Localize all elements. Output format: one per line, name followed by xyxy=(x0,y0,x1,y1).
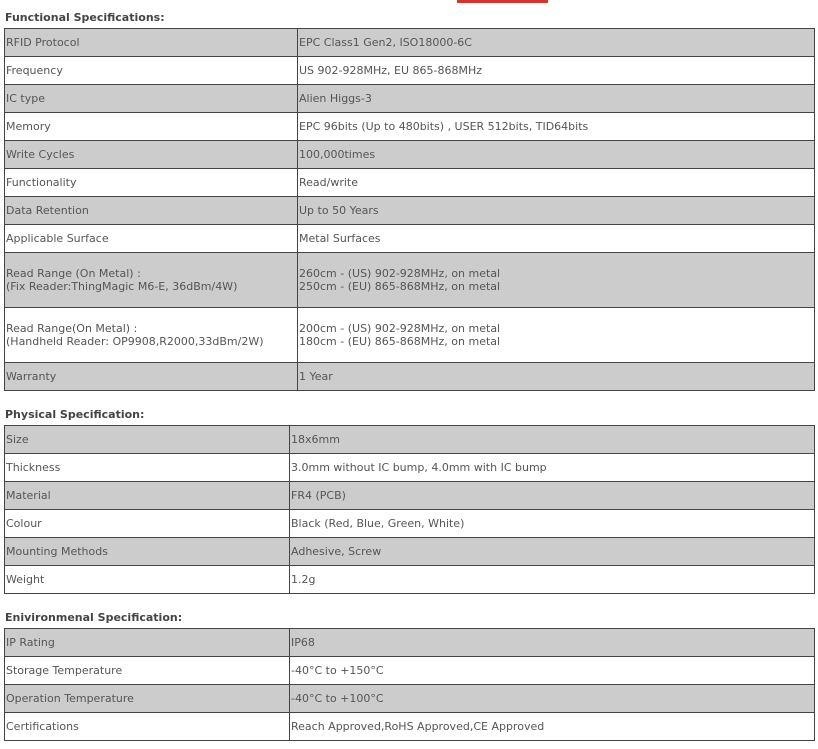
spec-value: 260cm - (US) 902-928MHz, on metal xyxy=(299,267,501,280)
table-row xyxy=(5,253,815,308)
spec-value-cell xyxy=(298,113,815,141)
spec-label: Operation Temperature xyxy=(6,692,134,705)
spec-label: Write Cycles xyxy=(6,148,75,161)
spec-value: -40°C to +100°C xyxy=(291,692,384,705)
spec-value-cell xyxy=(298,169,815,197)
spec-value-cell xyxy=(290,454,815,482)
spec-value-cell xyxy=(298,308,815,363)
spec-value-cell xyxy=(290,538,815,566)
spec-label: Applicable Surface xyxy=(6,232,109,245)
environmental-spec-table xyxy=(4,628,815,741)
spec-value-cell xyxy=(298,57,815,85)
spec-label: Frequency xyxy=(6,64,63,77)
table-row xyxy=(5,629,815,657)
spec-value: 3.0mm without IC bump, 4.0mm with IC bump xyxy=(291,461,547,474)
spec-label: IP Rating xyxy=(6,636,55,649)
table-row xyxy=(5,29,815,57)
spec-label: Certifications xyxy=(6,720,79,733)
spec-value-cell xyxy=(298,141,815,169)
table-row xyxy=(5,363,815,391)
table-row xyxy=(5,85,815,113)
red-tab-indicator xyxy=(457,0,548,3)
spec-value: US 902-928MHz, EU 865-868MHz xyxy=(299,64,483,77)
spec-label: Functionality xyxy=(6,176,77,189)
spec-value-cell xyxy=(298,29,815,57)
table-row xyxy=(5,482,815,510)
spec-value: 200cm - (US) 902-928MHz, on metal xyxy=(299,322,501,335)
functional-section-title: Functional Specifications: xyxy=(5,11,165,24)
spec-label-cell xyxy=(5,685,290,713)
spec-label: Storage Temperature xyxy=(6,664,123,677)
spec-label-cell xyxy=(5,197,298,225)
table-row xyxy=(5,685,815,713)
spec-label-cell xyxy=(5,454,290,482)
table-row xyxy=(5,510,815,538)
spec-label: RFID Protocol xyxy=(6,36,80,49)
spec-label: Colour xyxy=(6,517,42,530)
table-row xyxy=(5,308,815,363)
spec-label-cell xyxy=(5,253,298,308)
spec-label-cell xyxy=(5,141,298,169)
spec-label-cell xyxy=(5,363,298,391)
spec-value: FR4 (PCB) xyxy=(291,489,346,502)
functional-spec-table xyxy=(4,28,815,391)
spec-value: EPC 96bits (Up to 480bits) , USER 512bits, TID64bits xyxy=(299,120,589,133)
spec-label: (Handheld Reader: OP9908,R2000,33dBm/2W) xyxy=(6,335,264,348)
spec-label: IC type xyxy=(6,92,45,105)
spec-label-cell xyxy=(5,85,298,113)
spec-value-cell xyxy=(298,85,815,113)
spec-value: 1.2g xyxy=(291,573,316,586)
spec-label-cell xyxy=(5,57,298,85)
spec-value-cell xyxy=(290,482,815,510)
spec-value: 100,000times xyxy=(299,148,376,161)
spec-value-cell xyxy=(290,629,815,657)
spec-label: Data Retention xyxy=(6,204,89,217)
table-row xyxy=(5,566,815,594)
spec-value-cell xyxy=(298,363,815,391)
spec-label-cell xyxy=(5,308,298,363)
spec-label-cell xyxy=(5,657,290,685)
table-row xyxy=(5,57,815,85)
spec-label: Weight xyxy=(6,573,45,586)
table-row xyxy=(5,197,815,225)
spec-label-cell xyxy=(5,113,298,141)
table-row xyxy=(5,657,815,685)
spec-label: Thickness xyxy=(6,461,61,474)
spec-label: Size xyxy=(6,433,29,446)
spec-value-cell xyxy=(290,510,815,538)
spec-label-cell xyxy=(5,29,298,57)
spec-value: IP68 xyxy=(291,636,315,649)
spec-value: Read/write xyxy=(299,176,359,189)
spec-label: Read Range(On Metal) : xyxy=(6,322,138,335)
spec-value: 18x6mm xyxy=(291,433,340,446)
table-row xyxy=(5,141,815,169)
spec-value-cell xyxy=(298,197,815,225)
spec-value-cell xyxy=(290,685,815,713)
spec-label-cell xyxy=(5,538,290,566)
spec-label-cell xyxy=(5,225,298,253)
spec-value-cell xyxy=(290,426,815,454)
table-row xyxy=(5,538,815,566)
spec-value-cell xyxy=(290,713,815,741)
spec-label-cell xyxy=(5,482,290,510)
spec-value: Black (Red, Blue, Green, White) xyxy=(291,517,465,530)
spec-label: Warranty xyxy=(6,370,57,383)
spec-label: Read Range (On Metal) : xyxy=(6,267,141,280)
spec-value: Up to 50 Years xyxy=(299,204,379,217)
spec-label: Memory xyxy=(6,120,51,133)
spec-label: Mounting Methods xyxy=(6,545,108,558)
spec-value-cell xyxy=(290,566,815,594)
spec-label-cell xyxy=(5,629,290,657)
physical-spec-table xyxy=(4,425,815,594)
spec-label: (Fix Reader:ThingMagic M6-E, 36dBm/4W) xyxy=(6,280,238,293)
spec-label-cell xyxy=(5,510,290,538)
spec-value: 250cm - (EU) 865-868MHz, on metal xyxy=(299,280,501,293)
spec-label: Material xyxy=(6,489,51,502)
table-row xyxy=(5,113,815,141)
spec-value: Alien Higgs-3 xyxy=(299,92,372,105)
spec-value: -40°C to +150°C xyxy=(291,664,384,677)
spec-value: Adhesive, Screw xyxy=(291,545,382,558)
spec-label-cell xyxy=(5,566,290,594)
spec-label-cell xyxy=(5,426,290,454)
table-row xyxy=(5,713,815,741)
spec-value: Metal Surfaces xyxy=(299,232,381,245)
spec-label-cell xyxy=(5,169,298,197)
spec-value-cell xyxy=(290,657,815,685)
physical-section-title: Physical Specification: xyxy=(5,408,145,421)
table-row xyxy=(5,169,815,197)
spec-value: 1 Year xyxy=(299,370,333,383)
spec-label-cell xyxy=(5,713,290,741)
spec-value: Reach Approved,RoHS Approved,CE Approved xyxy=(291,720,545,733)
table-row xyxy=(5,426,815,454)
spec-value: 180cm - (EU) 865-868MHz, on metal xyxy=(299,335,501,348)
table-row xyxy=(5,454,815,482)
spec-value-cell xyxy=(298,225,815,253)
environmental-section-title: Enivironmenal Specification: xyxy=(5,611,183,624)
spec-value-cell xyxy=(298,253,815,308)
spec-value: EPC Class1 Gen2, ISO18000-6C xyxy=(299,36,472,49)
table-row xyxy=(5,225,815,253)
